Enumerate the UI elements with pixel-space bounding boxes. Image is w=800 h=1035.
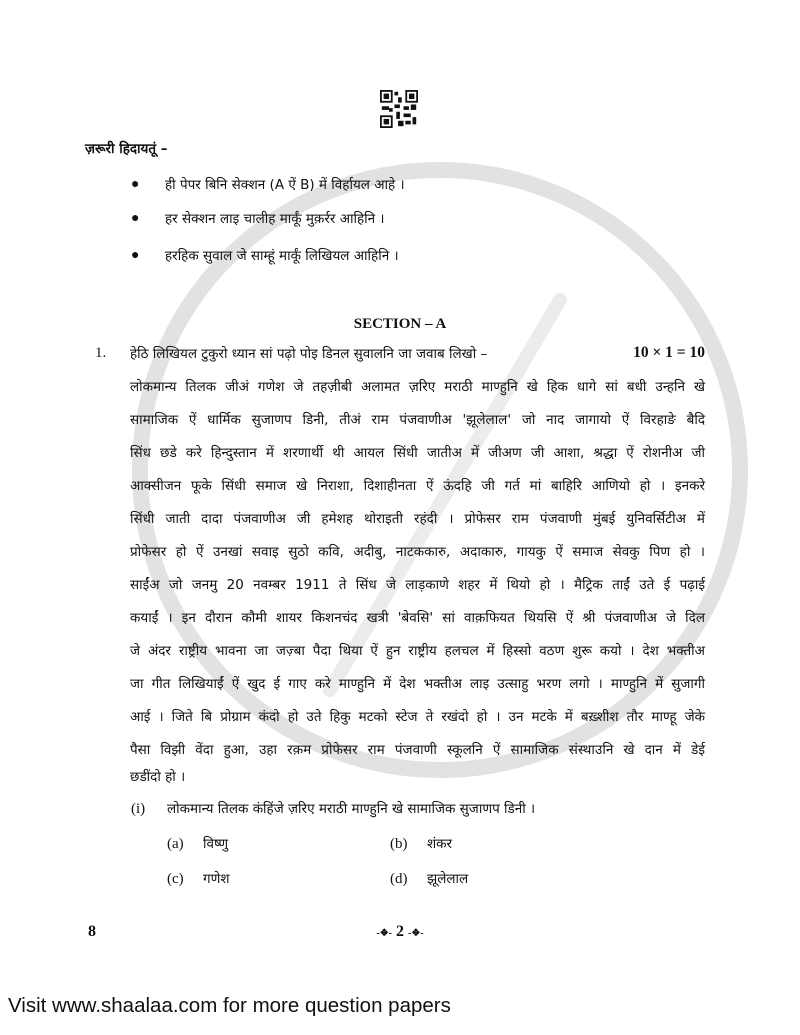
bullet-icon: ●	[131, 177, 140, 192]
option-label: (c)	[167, 871, 184, 887]
passage-line: पैसा विझी वेंदा हुआ, उहा रक़म प्रोफेसर राम पंजवाणी स्कूलनि ऐं सामाजिक संस्थाउनि खे दान में डेई	[130, 742, 705, 758]
qr-code	[380, 90, 418, 128]
option-text: शंकर	[427, 836, 453, 852]
passage-line: प्रोफेसर हो ऐं उनखां सवाइ सुठो कवि, अदीबु, नाटककारु, अदाकारु, गायकु ऐं समाज सेवकु पिण हो ।	[130, 544, 705, 560]
section-title: SECTION – A	[353, 316, 447, 332]
instructions-heading: ज़रूरी हिदायतूं –	[85, 141, 168, 157]
passage-line: छडींदो हो ।	[130, 769, 186, 785]
instruction-item: ही पेपर बिनि सेक्शन (A ऐं B) में विर्हायल आहे ।	[165, 177, 405, 193]
instruction-item: हर सेक्शन लाइ चालीह मार्कूं मुक़र्रर आहिनि ।	[165, 211, 385, 227]
ornament-icon: -❖-	[408, 928, 424, 939]
sub-question-text: लोकमान्य तिलक कंहिंजे ज़रिए मराठी माण्हुनि खे सामाजिक सुजाणप डिनी ।	[167, 801, 536, 817]
option-label: (d)	[390, 871, 408, 887]
passage-line: लोकमान्य तिलक जीअं गणेश जे तहज़ीबी अलामत ज़रिए मराठी माण्हुनि खे हिक धागे सां बधी उन्हनि खे	[130, 379, 705, 395]
site-footer-link[interactable]: Visit www.shaalaa.com for more question papers	[8, 994, 451, 1017]
passage-line: सिंध छडे करे हिन्दुस्तान में शरणार्थी थी आयल सिंधी जातीअ में जीअण जी आशा, श्रद्धा ऐं रोशनीअ जी	[130, 445, 705, 461]
instruction-item: हरहिक सुवाल जे साम्हूं मार्कूं लिखियल आहिनि ।	[165, 248, 399, 264]
passage-line: आक्सीजन फूके सिंधी समाज खे निराशा, दिशाहीनता ऐं ऊंदहि जी गर्त मां बाहिरि आणियो हो । इनकरे	[130, 478, 705, 494]
passage-line: सामाजिक ऐं धार्मिक सुजाणप डिनी, तीअं राम पंजवाणीअ 'झूलेलाल' जो नाद जागायो ऐं विरहाङे बैदि	[130, 412, 705, 428]
ornament-icon: -❖-	[376, 928, 392, 939]
option-text: गणेश	[203, 871, 230, 887]
page-number: 2	[396, 923, 404, 940]
sub-question-number: (i)	[131, 801, 146, 817]
question-marks: 10 × 1 = 10	[633, 344, 705, 361]
bullet-icon: ●	[131, 211, 140, 226]
passage-line: आई । जिते बि प्रोग्राम कंदो हो उते हिकु मटको स्टेज ते रखंदो हो । उन मटके में बख़्शीश तौर माण्हू जेके	[130, 709, 705, 725]
page-number-block	[0, 923, 800, 941]
passage-line: कयाईं । इन दौरान कौमी शायर किशनचंद खत्री 'बेवसि' सां वाक़फियत थियसि ऐं श्री पंजवाणीअ जे दिल	[130, 610, 705, 626]
bullet-icon: ●	[131, 248, 140, 263]
passage-line: सिंधी जाती दादा पंजवाणीअ जी हमेशह थोराइती रहंदी । प्रोफेसर राम पंजवाणी मुंबई युनिवर्सिटीअ में	[130, 511, 705, 527]
passage-line: साईंअ जो जनमु 20 नवम्बर 1911 ते सिंध जे लाड़काणे शहर में थियो हो । मैट्रिक ताईं उते ई पढ़ाई	[130, 577, 705, 593]
paper-code: 8	[88, 923, 96, 940]
passage-line: जे अंदर राष्ट्रीय भावना जा जज़्बा पैदा थिया ऐं हुन राष्ट्रीय हलचल में हिस्सो वठण शुरू कयो । देश भक्तीअ	[130, 643, 705, 659]
option-label: (b)	[390, 836, 408, 852]
question-number: 1.	[95, 345, 107, 361]
passage-line: जा गीत लिखियाईं ऐं खुद ई गाए करे माण्हुनि में देश भक्तीअ लाइ उत्साहु भरण लगो । माण्हुनि में सुजागी	[130, 676, 705, 692]
option-text: विष्णु	[203, 836, 229, 852]
question-prompt: हेठि लिखियल टुकुरो ध्यान सां पढ़ो पोइ डिनल सुवालनि जा जवाब लिखो –	[130, 346, 488, 362]
option-text: झूलेलाल	[427, 871, 469, 887]
option-label: (a)	[167, 836, 184, 852]
